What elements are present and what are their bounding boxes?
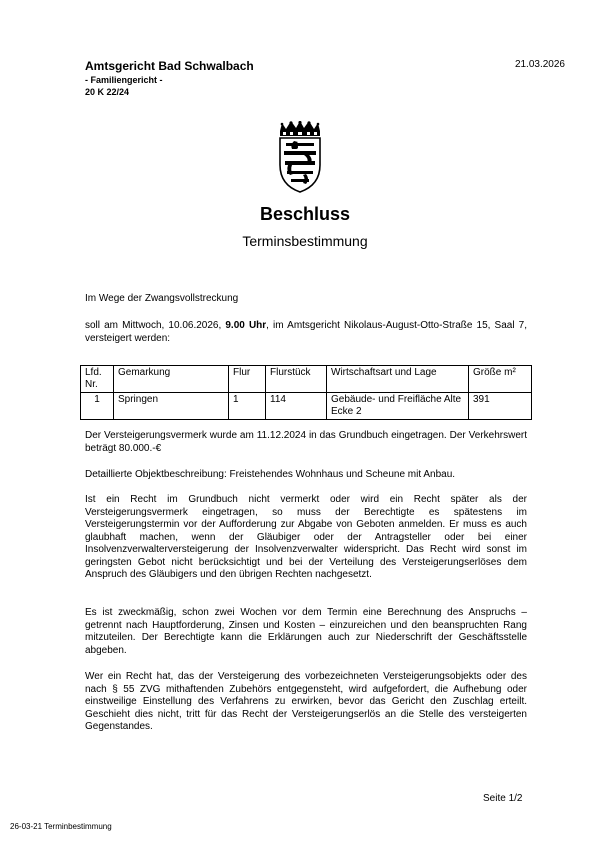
schedule-after: , im Amtsgericht Nikolaus-August-Otto-Straße 15, Saal 7, versteigert werden: bbox=[85, 320, 527, 344]
table-header-row bbox=[81, 366, 532, 393]
header-gemarkung: Gemarkung bbox=[114, 366, 229, 393]
document-subtitle: Terminsbestimmung bbox=[242, 233, 368, 249]
court-division: - Familiengericht - bbox=[85, 75, 163, 85]
cell-flurstueck: 114 bbox=[266, 393, 327, 420]
paragraph-description: Detaillierte Objektbeschreibung: Freistehendes Wohnhaus und Scheune mit Anbau. bbox=[85, 469, 456, 480]
cell-gemarkung: Springen bbox=[114, 393, 229, 420]
page-number: Seite 1/2 bbox=[483, 793, 523, 804]
court-name: Amtsgericht Bad Schwalbach bbox=[85, 59, 254, 73]
header-wirtschaftsart: Wirtschaftsart und Lage bbox=[327, 366, 469, 393]
header-flurstueck: Flurstück bbox=[266, 366, 327, 393]
cell-wirtschaftsart: Gebäude- und Freifläche Alte Ecke 2 bbox=[327, 393, 469, 420]
document-title: Beschluss bbox=[259, 204, 351, 224]
paragraph-registration: Der Versteigerungsvermerk wurde am 11.12.2024 in das Grundbuch eingetragen. Der Verkehrswert beträgt 80.000.-€ bbox=[85, 430, 527, 454]
table-row bbox=[81, 393, 532, 420]
header-groesse: Größe m² bbox=[469, 366, 532, 393]
header-flur: Flur bbox=[229, 366, 266, 393]
cell-flur: 1 bbox=[229, 393, 266, 420]
document-date: 21.03.2026 bbox=[514, 59, 565, 70]
schedule-time: 9.00 Uhr bbox=[225, 320, 267, 331]
header-lfd-nr: Lfd. Nr. bbox=[81, 366, 114, 393]
cell-lfd-nr: 1 bbox=[81, 393, 114, 420]
schedule-before: soll am Mittwoch, 10.06.2026, bbox=[85, 320, 226, 331]
cell-groesse: 391 bbox=[469, 393, 532, 420]
paragraph-objection: Wer ein Recht hat, das der Versteigerung des vorbezeichneten Versteigerungsobjekts oder des nach § 55 ZVG mithaftenden Zubehörs entgegensteht, wird aufgefordert, die Aufhebung oder einstweilige Einstellung des Verfahrens zu erwirken, bevor das Gericht den Zuschlag erteilt. Geschieht dies nicht, tritt für das Recht der Versteigerungserlös an die Stelle des versteigerten Gegenstandes. bbox=[85, 671, 527, 732]
case-number: 20 K 22/24 bbox=[85, 87, 130, 97]
hessen-coat-of-arms-icon bbox=[276, 121, 324, 193]
paragraph-rights-notice: Ist ein Recht im Grundbuch nicht vermerkt oder wird ein Recht später als der Versteigerungsvermerk eingetragen, so muss der Berechtigte es spätestens im Versteigerungstermin vor der Aufforderung zur Abgabe von Geboten anmelden. Er muss es auch glaubhaft machen, wenn der Gläubiger oder der Antragsteller oder bei einer Insolvenzverwalterversteigerung der Insolvenzverwalter widerspricht. Das Recht wird sonst im geringsten Gebot nicht berücksichtigt und bei der Verteilung des Versteigerungserlöses dem Anspruch des Gläubigers und den übrigen Rechten nachgesetzt. bbox=[85, 494, 527, 580]
intro-text: Im Wege der Zwangsvollstreckung bbox=[85, 293, 239, 304]
document-label: 26-03-21 Terminbestimmung bbox=[10, 822, 112, 831]
property-table bbox=[80, 365, 532, 420]
paragraph-claim-calculation: Es ist zweckmäßig, schon zwei Wochen vor dem Termin eine Berechnung des Anspruchs – getrennt nach Hauptforderung, Zinsen und Kosten – einzureichen und den beanspruchten Rang mitzuteilen. Der Berechtigte kann die Erklärungen auch zur Niederschrift der Geschäftsstelle abgeben. bbox=[85, 607, 527, 656]
schedule-text bbox=[85, 320, 527, 345]
